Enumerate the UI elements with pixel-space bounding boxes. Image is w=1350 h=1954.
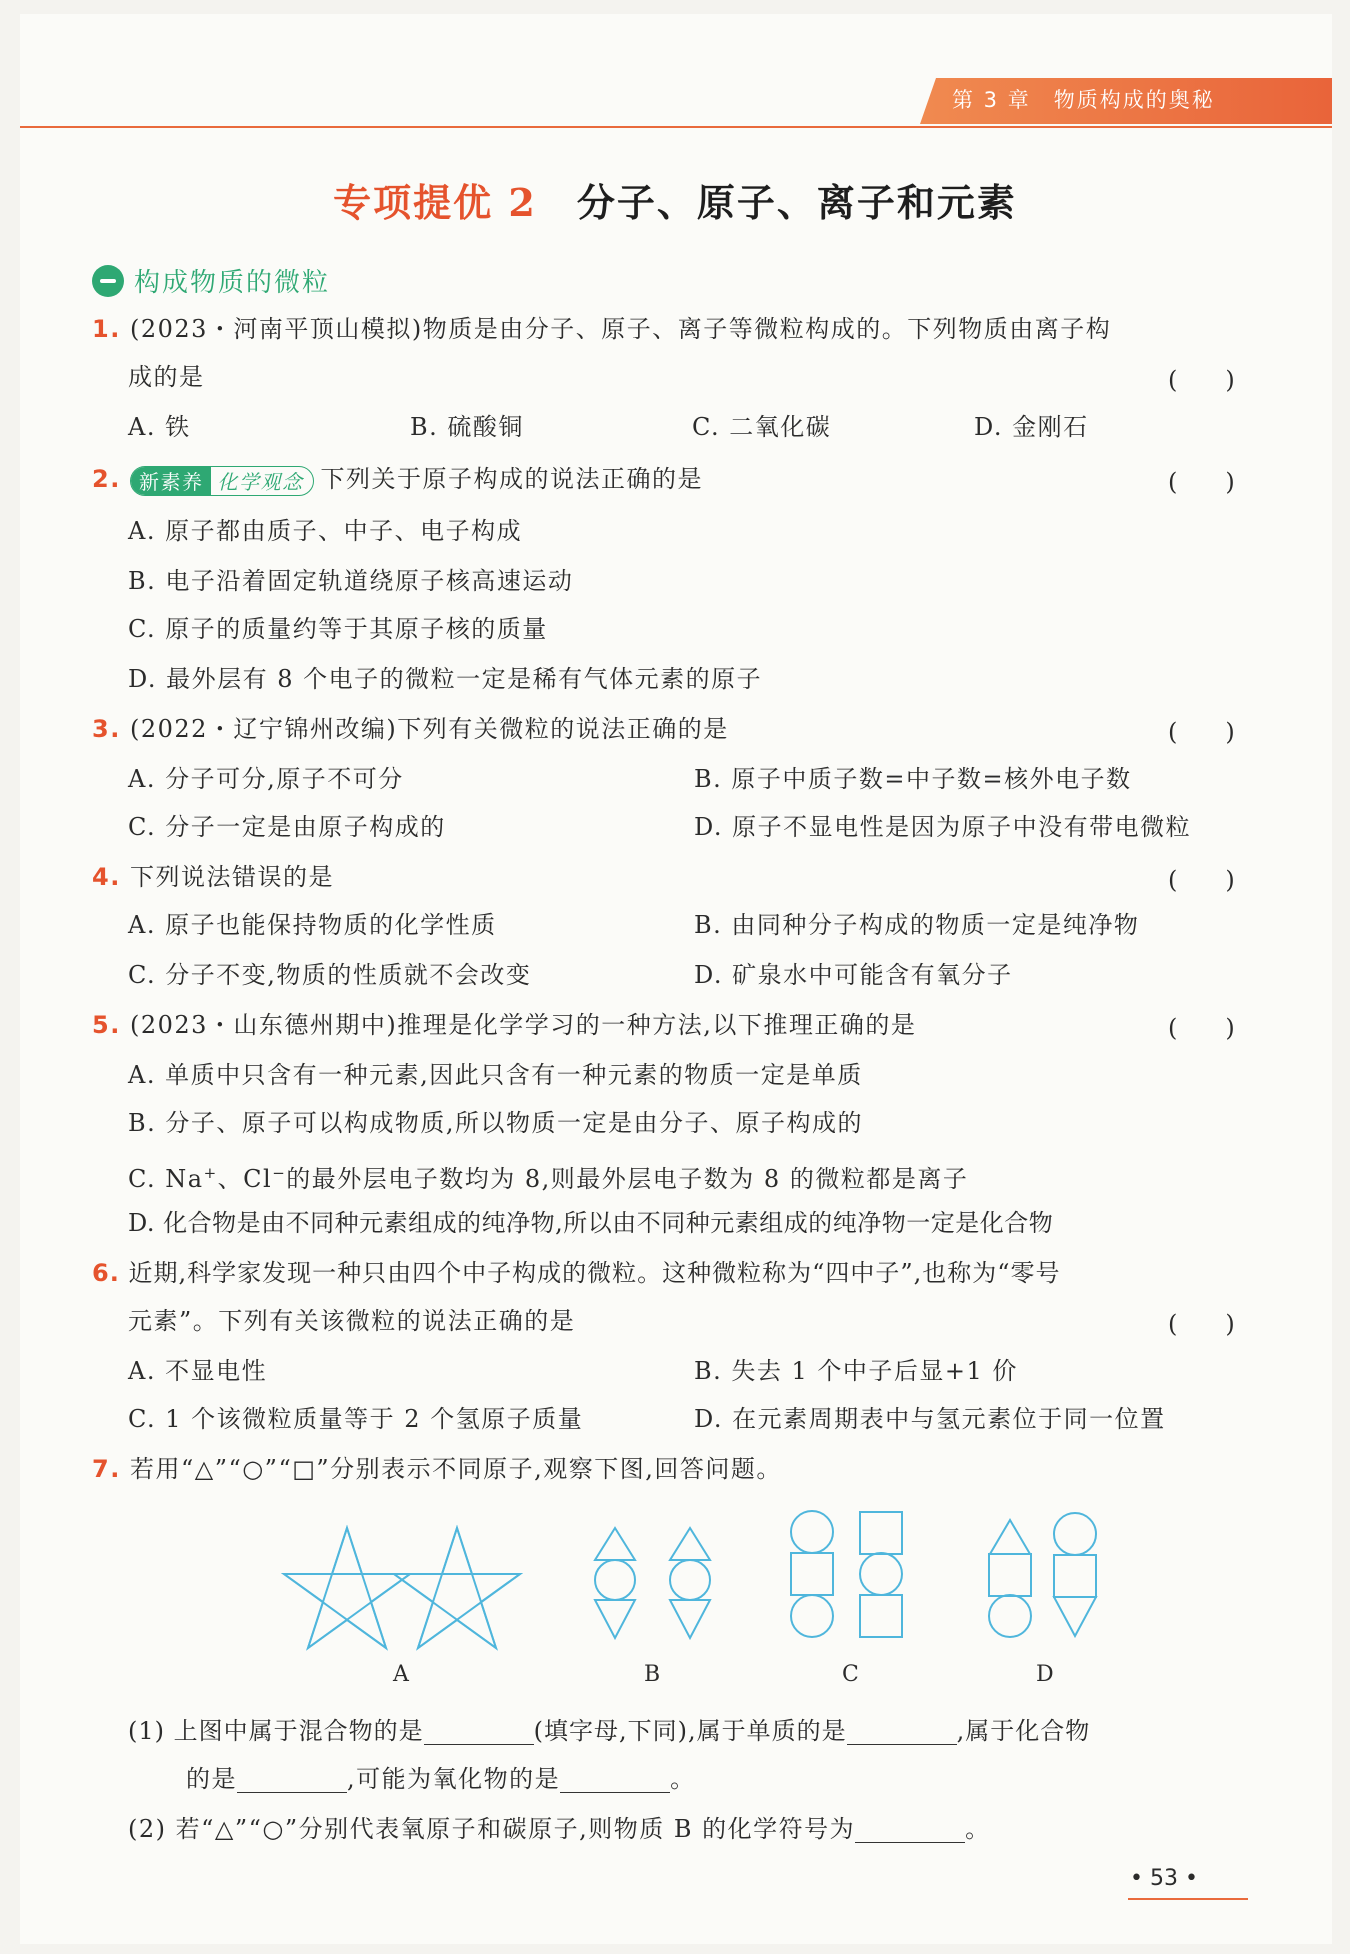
literacy-tag: 新素养 化学观念 [130, 466, 315, 496]
figure-a-stars [284, 1528, 520, 1648]
title-prefix: 专项提优 2 [333, 180, 537, 225]
question-3-stem: 3. (2022・辽宁锦州改编)下列有关微粒的说法正确的是 [92, 715, 729, 743]
minus-circle-icon [92, 265, 124, 297]
q4-option-a: A. 原子也能保持物质的化学性质 [128, 911, 497, 939]
figure-label-d: D [1036, 1662, 1054, 1687]
figure-label-a: A [393, 1662, 409, 1687]
q4-option-d: D. 矿泉水中可能含有氧分子 [694, 961, 1013, 989]
blank-element[interactable] [847, 1721, 957, 1745]
question-6-stem: 6. 近期,科学家发现一种只由四个中子构成的微粒。这种微粒称为“四中子”,也称为“零号 [92, 1259, 1061, 1287]
q6-option-b: B. 失去 1 个中子后显+1 价 [694, 1357, 1018, 1385]
figure-d-molecules [989, 1513, 1096, 1637]
q1-option-a: A. 铁 [128, 413, 191, 441]
answer-paren-4[interactable]: ( ) [1168, 866, 1235, 894]
q6-option-c: C. 1 个该微粒质量等于 2 个氢原子质量 [128, 1405, 584, 1433]
header-rule [20, 126, 1332, 128]
page-number: • 53 • [1130, 1866, 1198, 1891]
q5-option-d: D. 化合物是由不同种元素组成的纯净物,所以由不同种元素组成的纯净物一定是化合物 [128, 1209, 1054, 1237]
page-title [0, 172, 1350, 227]
q6-option-d: D. 在元素周期表中与氢元素位于同一位置 [694, 1405, 1166, 1433]
q1-option-c: C. 二氧化碳 [692, 413, 832, 441]
question-1-stem-cont: 成的是 [128, 363, 205, 391]
section-heading [92, 262, 330, 299]
question-1-stem: 1. (2023・河南平顶山模拟)物质是由分子、原子、离子等微粒构成的。下列物质由离子构 [92, 315, 1112, 343]
figure-label-c: C [842, 1662, 859, 1687]
q4-option-b: B. 由同种分子构成的物质一定是纯净物 [694, 911, 1140, 939]
q5-option-b: B. 分子、原子可以构成物质,所以物质一定是由分子、原子构成的 [128, 1109, 864, 1137]
q1-option-d: D. 金刚石 [974, 413, 1089, 441]
blank-mixture[interactable] [424, 1721, 534, 1745]
answer-paren-5[interactable]: ( ) [1168, 1014, 1235, 1042]
chapter-title: 第 3 章 物质构成的奥秘 [952, 88, 1215, 112]
q2-option-d: D. 最外层有 8 个电子的微粒一定是稀有气体元素的原子 [128, 665, 763, 693]
question-6-stem-cont: 元素”。下列有关该微粒的说法正确的是 [128, 1307, 576, 1335]
title-main: 分子、原子、离子和元素 [576, 180, 1017, 225]
q2-option-c: C. 原子的质量约等于其原子核的质量 [128, 615, 548, 643]
q5-option-a: A. 单质中只含有一种元素,因此只含有一种元素的物质一定是单质 [128, 1061, 863, 1089]
q3-option-c: C. 分子一定是由原子构成的 [128, 813, 446, 841]
q2-option-a: A. 原子都由质子、中子、电子构成 [128, 517, 523, 545]
answer-paren-2[interactable]: ( ) [1168, 468, 1235, 496]
blank-oxide[interactable] [560, 1769, 670, 1793]
blank-formula[interactable] [855, 1819, 965, 1843]
section-label: 构成物质的微粒 [134, 268, 331, 298]
q7-part-1-cont: 的是 ,可能为氧化物的是 。 [186, 1765, 696, 1793]
figure-b-molecules [595, 1528, 710, 1638]
blank-compound[interactable] [237, 1769, 347, 1793]
q3-option-d: D. 原子不显电性是因为原子中没有带电微粒 [694, 813, 1192, 841]
q3-option-a: A. 分子可分,原子不可分 [128, 765, 404, 793]
q3-option-b: B. 原子中质子数=中子数=核外电子数 [694, 765, 1132, 793]
question-4-stem: 4. 下列说法错误的是 [92, 863, 334, 891]
q5-option-c: C. Na+、Cl−的最外层电子数均为 8,则最外层电子数为 8 的微粒都是离子 [128, 1164, 969, 1193]
q2-option-b: B. 电子沿着固定轨道绕原子核高速运动 [128, 567, 574, 595]
answer-paren-6[interactable]: ( ) [1168, 1310, 1235, 1338]
q1-option-b: B. 硫酸铜 [410, 413, 524, 441]
molecule-figure [280, 1508, 1140, 1688]
q6-option-a: A. 不显电性 [128, 1357, 268, 1385]
question-5-stem: 5. (2023・山东德州期中)推理是化学学习的一种方法,以下推理正确的是 [92, 1011, 917, 1039]
question-2-stem: 2. 新素养 化学观念 下列关于原子构成的说法正确的是 [92, 462, 703, 496]
figure-label-b: B [644, 1662, 661, 1687]
figure-c-molecules [791, 1511, 902, 1637]
question-7-stem: 7. 若用“△”“○”“□”分别表示不同原子,观察下图,回答问题。 [92, 1455, 782, 1483]
answer-paren-3[interactable]: ( ) [1168, 718, 1235, 746]
answer-paren-1[interactable]: ( ) [1168, 366, 1235, 394]
q4-option-c: C. 分子不变,物质的性质就不会改变 [128, 961, 532, 989]
q7-part-2: (2) 若“△”“○”分别代表氧原子和碳原子,则物质 B 的化学符号为 。 [128, 1815, 991, 1843]
page-number-rule [1128, 1898, 1248, 1900]
q7-part-1: (1) 上图中属于混合物的是 (填字母,下同),属于单质的是 ,属于化合物 [128, 1717, 1091, 1745]
